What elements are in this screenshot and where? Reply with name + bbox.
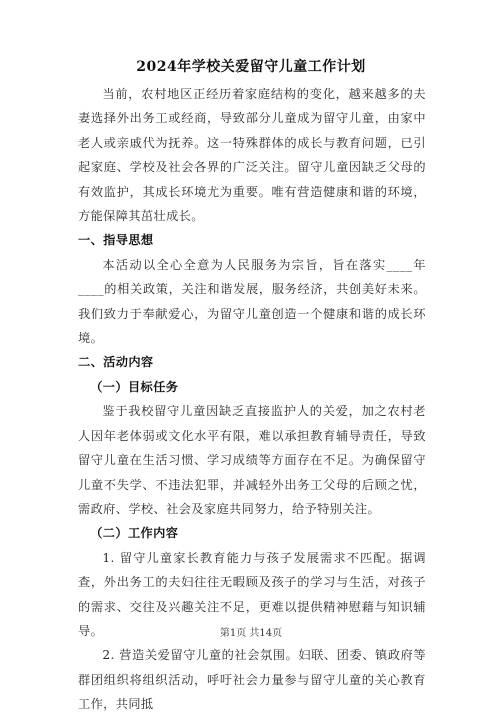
page-number-footer: 第1页 共14页 — [219, 628, 283, 639]
work-item-2: 2. 营造关爱留守儿童的社会氛围。妇联、团委、镇政府等群团组织将组织活动，呼吁社会力量参与留守儿童的关心教育工作，共同抵 — [78, 648, 426, 712]
guiding-ideology-paragraph: 本活动以全心全意为人民服务为宗旨，旨在落实____年____的相关政策，关注和谐发展，服务经济，共创美好未来。我们致力于奉献爱心，为留守儿童创造一个健康和谐的成长环境。 — [78, 257, 426, 346]
goals-paragraph: 鉴于我校留守儿童因缺乏直接监护人的关爱，加之农村老人因年老体弱或文化水平有限，难以承担教育辅导责任，导致留守儿童在生活习惯、学习成绩等方面存在不足。为确保留守儿童不失学、不违法犯罪，并减轻外出务工父母的后顾之忧，需政府、学校、社会及家庭共同努力，给予特别关注。 — [78, 404, 426, 516]
work-item-1: 1. 留守儿童家长教育能力与孩子发展需求不匹配。据调查，外出务工的夫妇往往无暇顾及孩子的学习与生活，对孩子的需求、交往及兴趣关注不足，更难以提供精神慰藉与知识辅导。 — [78, 550, 426, 638]
document-title: 2024年学校关爱留守儿童工作计划 — [136, 59, 366, 75]
section-heading-activity-content: 二、活动内容 — [78, 355, 154, 370]
section-heading-guiding-ideology: 一、指导思想 — [78, 233, 154, 248]
document-body — [78, 82, 426, 717]
subsection-heading-work-content: （二）工作内容 — [90, 526, 179, 541]
subsection-heading-goals: （一）目标任务 — [90, 379, 179, 394]
intro-paragraph: 当前，农村地区正经历着家庭结构的变化，越来越多的夫妻选择外出务工或经商，导致部分儿童成为留守儿童，由家中老人或亲戚代为抚养。这一特殊群体的成长与教育问题，已引起家庭、学校及社会各界的广泛关注。留守儿童因缺乏父母的有效监护，其成长环境尤为重要。唯有营造健康和谐的环境，方能保障其茁壮成长。 — [78, 87, 426, 224]
